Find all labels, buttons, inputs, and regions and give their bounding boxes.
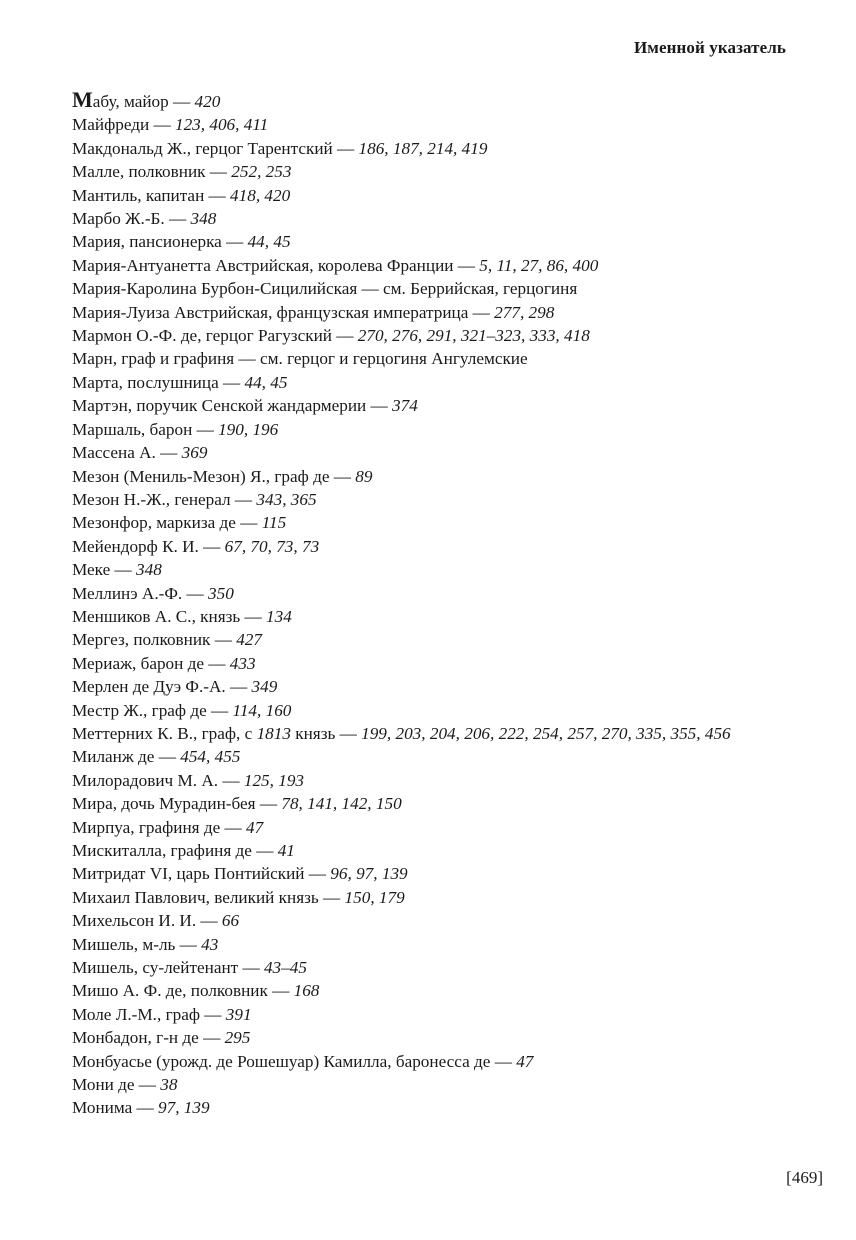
index-entry (72, 511, 792, 534)
index-entry (72, 862, 792, 885)
entry-name: Мармон О.-Ф. де, герцог Рагузский — (72, 326, 358, 346)
index-entry (72, 1003, 792, 1026)
index-entry (72, 324, 792, 347)
entry-name: Мишель, су-лейтенант — (72, 958, 264, 978)
entry-name: Мейендорф К. И. — (72, 536, 225, 556)
entry-name: Милорадович М. А. — (72, 770, 244, 790)
entry-pages: 150, 179 (344, 887, 405, 907)
index-entry (72, 1050, 792, 1073)
index-entries (72, 88, 792, 1120)
entry-pages: 97, 139 (158, 1098, 210, 1118)
entry-name: Меке — (72, 560, 137, 580)
index-entry (72, 113, 792, 136)
entry-name: Меншиков А. С., князь — (72, 606, 267, 626)
entry-name: Маршаль, барон — (72, 419, 219, 439)
entry-pages: 348 (136, 560, 162, 580)
entry-name: Мискиталла, графиня де — (72, 841, 278, 860)
index-entry (72, 301, 792, 324)
index-entry (72, 675, 792, 698)
entry-pages: 433 (229, 653, 256, 673)
entry-pages: 41 (277, 841, 295, 860)
entry-pages: 277, 298 (494, 302, 555, 322)
index-entry (72, 933, 792, 956)
entry-pages: 43 (201, 934, 219, 954)
entry-name-cont: князь — (290, 723, 362, 743)
index-entry (72, 1073, 792, 1096)
entry-name: Мартэн, поручик Сенской жандармерии — (72, 396, 393, 416)
entry-name: Меттерних К. В., граф, с (72, 723, 257, 743)
entry-pages: 47 (516, 1051, 534, 1071)
entry-pages: 374 (392, 396, 418, 416)
entry-pages: 125, 193 (243, 770, 304, 790)
entry-pages: 295 (224, 1028, 251, 1048)
index-entry (72, 394, 792, 417)
entry-pages: 350 (208, 583, 234, 603)
index-entry (72, 88, 792, 113)
index-entry (72, 582, 792, 605)
entry-name: Монбадон, г-н де — (72, 1028, 225, 1048)
index-entry (72, 254, 792, 277)
entry-name: Мезон (Мениль-Мезон) Я., граф де — (72, 466, 356, 486)
entry-name: Марн, граф и графиня — см. герцог и герцогиня Ангулемские (72, 349, 528, 369)
index-entry (72, 1026, 792, 1049)
entry-name: Мезонфор, маркиза де — (72, 513, 262, 533)
entry-pages: 96, 97, 139 (330, 864, 408, 884)
index-entry (72, 347, 792, 370)
entry-name: Мергез, полковник — (72, 630, 237, 650)
entry-name: Мезон Н.-Ж., генерал — (72, 489, 257, 509)
entry-pages: 199, 203, 204, 206, 222, 254, 257, 270, 335, 355, 456 (361, 723, 731, 743)
entry-pages: 38 (160, 1075, 178, 1095)
entry-pages: 47 (246, 817, 264, 837)
index-entry (72, 535, 792, 558)
entry-pages: 270, 276, 291, 321–323, 333, 418 (357, 326, 590, 346)
index-entry (72, 230, 792, 253)
index-entry (72, 769, 792, 792)
entry-name: Монбуасье (урожд. де Рошешуар) Камилла, баронесса де — (72, 1051, 517, 1071)
entry-pages: 391 (225, 1004, 252, 1024)
index-entry (72, 207, 792, 230)
entry-pages: 114, 160 (232, 700, 292, 720)
entry-name: Моле Л.-М., граф — (72, 1004, 226, 1024)
entry-pages: 44, 45 (247, 232, 291, 252)
entry-name: Марта, послушница — (72, 372, 245, 392)
entry-name: Мерлен де Дуэ Ф.-А. — (72, 677, 252, 697)
running-head: Именной указатель (633, 38, 786, 57)
entry-pages: 89 (355, 466, 373, 486)
entry-name: Массена А. — (72, 443, 182, 463)
entry-name: Мантиль, капитан — (72, 185, 231, 205)
entry-pages: 78, 141, 142, 150 (281, 794, 402, 814)
index-entry (72, 886, 792, 909)
entry-name: Мишель, м-ль — (72, 934, 202, 954)
entry-pages: 5, 11, 27, 86, 400 (479, 255, 599, 275)
entry-name: Мишо А. Ф. де, полковник — (72, 981, 294, 1001)
entry-name: Михельсон И. И. — (72, 911, 222, 931)
entry-name: Местр Ж., граф де — (72, 700, 233, 720)
entry-year: 1813 (256, 723, 291, 743)
entry-pages: 168 (293, 981, 320, 1001)
entry-pages: 348 (190, 209, 217, 229)
index-entry (72, 558, 792, 581)
entry-name: Мария-Антуанетта Австрийская, королева Франции — (72, 255, 480, 275)
index-entry (72, 909, 792, 932)
entry-pages: 349 (251, 677, 278, 697)
index-entry (72, 699, 792, 722)
entry-pages: 252, 253 (231, 162, 292, 182)
entry-name: Мира, дочь Мурадин-бея — (72, 794, 282, 814)
index-entry (72, 816, 792, 839)
entry-pages: 420 (194, 92, 221, 111)
entry-name: Мария-Луиза Австрийская, французская императрица — (72, 302, 495, 322)
entry-name: Майфреди — (72, 115, 175, 135)
entry-name: Меллинэ А.-Ф. — (72, 583, 208, 603)
entry-name: Мария, пансионерка — (72, 232, 248, 252)
index-entry (72, 652, 792, 675)
entry-name: Миланж де — (72, 747, 181, 767)
index-entry (72, 956, 792, 979)
entry-name: Мирпуа, графиня де — (72, 817, 247, 837)
page-number: [469] (786, 1168, 823, 1187)
index-entry (72, 1096, 792, 1119)
index-entry (72, 418, 792, 441)
index-entry (72, 979, 792, 1002)
entry-pages: 369 (181, 443, 208, 463)
entry-name: Мериаж, барон де — (72, 653, 230, 673)
entry-name: Мони де — (72, 1075, 161, 1095)
entry-name: Мария-Каролина Бурбон-Сицилийская — см. Беррийская, герцогиня (72, 279, 578, 299)
entry-name: Монима — (72, 1098, 159, 1118)
entry-name: Макдональд Ж., герцог Тарентский — (72, 138, 359, 158)
index-entry (72, 839, 792, 862)
entry-initial-letter: М (72, 87, 93, 112)
entry-pages: 343, 365 (256, 489, 317, 509)
entry-name: Михаил Павлович, великий князь — (72, 887, 345, 907)
index-entry (72, 277, 792, 300)
entry-pages: 44, 45 (244, 372, 288, 392)
entry-name: Марбо Ж.-Б. — (72, 209, 191, 229)
index-entries-group-a (72, 113, 792, 722)
index-entry (72, 745, 792, 768)
index-entry-metternich (72, 722, 792, 745)
index-entry (72, 628, 792, 651)
entry-pages: 43–45 (263, 958, 307, 978)
entry-name: Митридат VI, царь Понтийский — (72, 864, 331, 884)
entry-pages: 454, 455 (180, 747, 241, 767)
index-entries-group-b (72, 745, 792, 1120)
index-entry (72, 137, 792, 160)
index-entry (72, 465, 792, 488)
index-entry (72, 488, 792, 511)
entry-pages: 67, 70, 73, 73 (224, 536, 320, 556)
index-entry (72, 160, 792, 183)
entry-pages: 190, 196 (218, 419, 279, 439)
index-entry (72, 441, 792, 464)
entry-pages: 418, 420 (230, 185, 291, 205)
index-entry (72, 371, 792, 394)
entry-pages: 115 (261, 513, 287, 533)
entry-pages: 186, 187, 214, 419 (358, 138, 488, 158)
entry-name: Малле, полковник — (72, 162, 232, 182)
entry-pages: 134 (266, 606, 292, 626)
entry-pages: 123, 406, 411 (174, 115, 269, 135)
index-entry (72, 184, 792, 207)
entry-name: абу, майор — (92, 92, 195, 111)
entry-pages: 66 (221, 911, 240, 931)
entry-pages: 427 (236, 630, 262, 650)
index-entry (72, 605, 792, 628)
index-entry (72, 792, 792, 815)
